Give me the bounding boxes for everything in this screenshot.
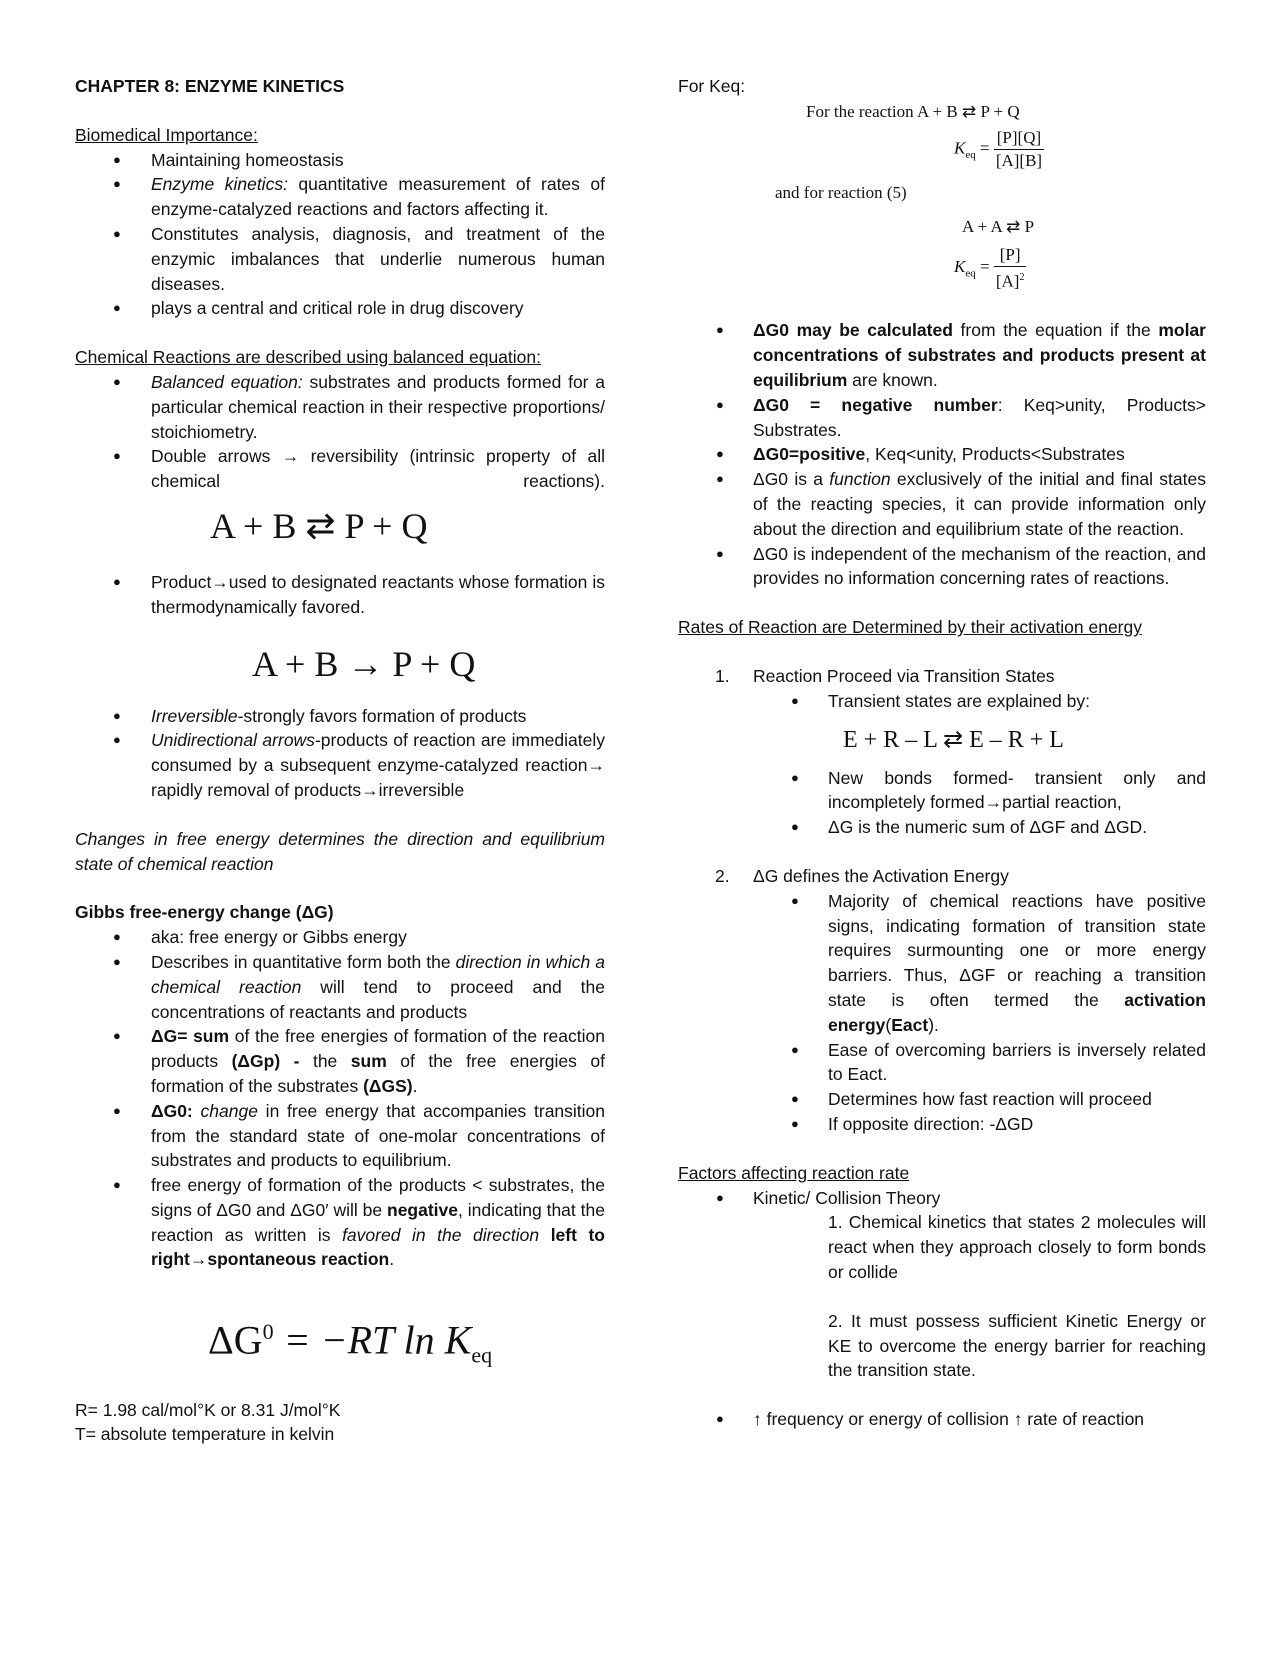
chapter-title: CHAPTER 8: ENZYME KINETICS xyxy=(75,76,345,96)
gibbs-heading: Gibbs free-energy change (ΔG) xyxy=(75,902,334,923)
list-item: ● ↑ frequency or energy of collision ↑ rate of reaction xyxy=(678,1407,1206,1432)
free-energy-statement: Changes in free energy determines the direction and equilibrium state of chemical reaction xyxy=(75,828,605,874)
list-item: ● ΔG0 is independent of the mechanism of the reaction, and provides no information concerning rates of reactions. xyxy=(678,542,1206,592)
and-for-reaction: and for reaction (5) xyxy=(775,182,907,202)
list-item: ● free energy of formation of the products < substrates, the signs of ΔG0 and ΔG0′ will be negative, indicating that the reaction as written is favored in the direction left to right→spontaneous reaction. xyxy=(75,1173,605,1272)
list-item: ● Describes in quantitative form both the direction in which a chemical reaction will tend to proceed and the concentrations of reactants and products xyxy=(75,950,605,1024)
rates-numbered-list xyxy=(678,664,1206,1137)
chemical-reactions-heading: Chemical Reactions are described using balanced equation: xyxy=(75,347,541,368)
list-item: ● Product→used to designated reactants whose formation is thermodynamically favored. xyxy=(75,570,605,620)
factors-list xyxy=(678,1186,1206,1211)
biomedical-heading: Biomedical Importance: xyxy=(75,124,258,145)
irreversible-equation: A + B → P + Q xyxy=(252,643,476,684)
list-item: ● ΔG= sum of the free energies of formation of the reaction products (ΔGp) - the sum of the free energies of formation of the substrates (ΔGS). xyxy=(75,1024,605,1098)
keq-heading: For Keq: xyxy=(678,76,746,96)
list-item: ● ΔG0 may be calculated from the equation if the molar concentrations of substrates and products present at equilibrium are known. xyxy=(678,318,1206,392)
list-item: ● Kinetic/ Collision Theory xyxy=(678,1186,1206,1211)
list-item: ● Ease of overcoming barriers is inversely related to Eact. xyxy=(753,1038,1206,1088)
list-item: ● Majority of chemical reactions have positive signs, indicating formation of transition state requires surmounting one or more energy barriers. Thus, ΔGF or reaching a transition state is often termed the activation energy(Eact). xyxy=(753,889,1206,1038)
list-item: ● New bonds formed- transient only and incompletely formed→partial reaction, xyxy=(753,766,1206,816)
list-item: ● Transient states are explained by: xyxy=(753,689,1206,714)
r-constant: R= 1.98 cal/mol°K or 8.31 J/mol°K xyxy=(75,1399,341,1420)
list-item: 1. Reaction Proceed via Transition States ● Transient states are explained by: E + R – L ⇄ E – R + L ● New bonds formed- transient only and incompletely formed→partial reaction, ● ΔG is the numeric sum of ΔGF and ΔGD. xyxy=(678,664,1206,840)
product-list xyxy=(75,570,605,620)
frequency-list xyxy=(678,1407,1206,1432)
biomedical-list xyxy=(75,148,605,322)
right-column xyxy=(678,74,1206,1432)
delta-g0-list xyxy=(678,318,1206,591)
list-item: ● If opposite direction: -ΔGD xyxy=(753,1112,1206,1137)
list-item: ● plays a central and critical role in drug discovery xyxy=(75,296,605,321)
list-item: ● ΔG is the numeric sum of ΔGF and ΔGD. xyxy=(753,815,1206,840)
list-item: ● ΔG0 = negative number: Keq>unity, Products> Substrates. xyxy=(678,393,1206,443)
list-item: ● Irreversible-strongly favors formation of products xyxy=(75,704,605,729)
list-item: ● Constitutes analysis, diagnosis, and treatment of the enzymic imbalances that underlie numerous human diseases. xyxy=(75,222,605,296)
kinetic-point-1: 1. Chemical kinetics that states 2 molecules will react when they approach closely to form bonds or collide xyxy=(828,1212,1206,1282)
list-item: ● aka: free energy or Gibbs energy xyxy=(75,925,605,950)
list-item: ● Enzyme kinetics: quantitative measurement of rates of enzyme-catalyzed reactions and factors affecting it. xyxy=(75,172,605,222)
factors-heading: Factors affecting reaction rate xyxy=(678,1162,910,1183)
list-item: ● ΔG0=positive, Keq<unity, Products<Substrates xyxy=(678,442,1206,467)
list-item: 2. ΔG defines the Activation Energy ● Majority of chemical reactions have positive signs, indicating formation of transition state requires surmounting one or more energy barriers. Thus, ΔGF or reaching a transition state is often termed the activation energy(Eact). ● Ease of overcoming barriers is inversely related to Eact. ● Determines how fast reaction will proceed ● If opposite direction: -ΔGD xyxy=(678,864,1206,1137)
irreversible-list xyxy=(75,704,605,803)
a-plus-a-reaction: A + A ⇄ P xyxy=(962,216,1035,236)
keq-equation-2: $K_{eq}$ = $\frac{[P]}{[A]^2}$ xyxy=(954,244,1025,291)
rates-heading: Rates of Reaction are Determined by their activation energy xyxy=(678,617,1142,638)
reversible-equation: A + B ⇄ P + Q xyxy=(210,505,428,546)
list-item: ● ΔG0: change in free energy that accompanies transition from the standard state of one-molar concentrations of substrates and products to equilibrium. xyxy=(75,1099,605,1173)
chemical-list xyxy=(75,370,605,494)
list-item: ● Maintaining homeostasis xyxy=(75,148,605,173)
left-column xyxy=(75,74,605,1447)
transient-equation: E + R – L ⇄ E – R + L xyxy=(843,726,1064,753)
gibbs-equation: $\Delta G^0 = -RT$ $\ln K_{eq}$ xyxy=(208,1317,493,1368)
keq-reaction-label: For the reaction A + B ⇄ P + Q xyxy=(806,101,1020,121)
list-item: ● ΔG0 is a function exclusively of the initial and final states of the reacting species, it can provide information only about the direction and equilibrium state of the reaction. xyxy=(678,467,1206,541)
list-item: ● Double arrows → reversibility (intrinsic property of all chemical reactions). xyxy=(75,444,605,494)
list-item: ● Determines how fast reaction will proceed xyxy=(753,1087,1206,1112)
gibbs-list xyxy=(75,925,605,1272)
list-item: ● Unidirectional arrows-products of reaction are immediately consumed by a subsequent enzyme-catalyzed reaction→ rapidly removal of products→irreversible xyxy=(75,728,605,802)
keq-equation-1: $K_{eq}$ = $\frac{[P][Q]}{[A][B]}$ xyxy=(954,127,1043,170)
t-constant: T= absolute temperature in kelvin xyxy=(75,1424,335,1445)
list-item: ● Balanced equation: substrates and products formed for a particular chemical reaction in their respective proportions/ stoichiometry. xyxy=(75,370,605,444)
kinetic-point-2: 2. It must possess sufficient Kinetic Energy or KE to overcome the energy barrier for reaching the transition state. xyxy=(828,1310,1206,1381)
